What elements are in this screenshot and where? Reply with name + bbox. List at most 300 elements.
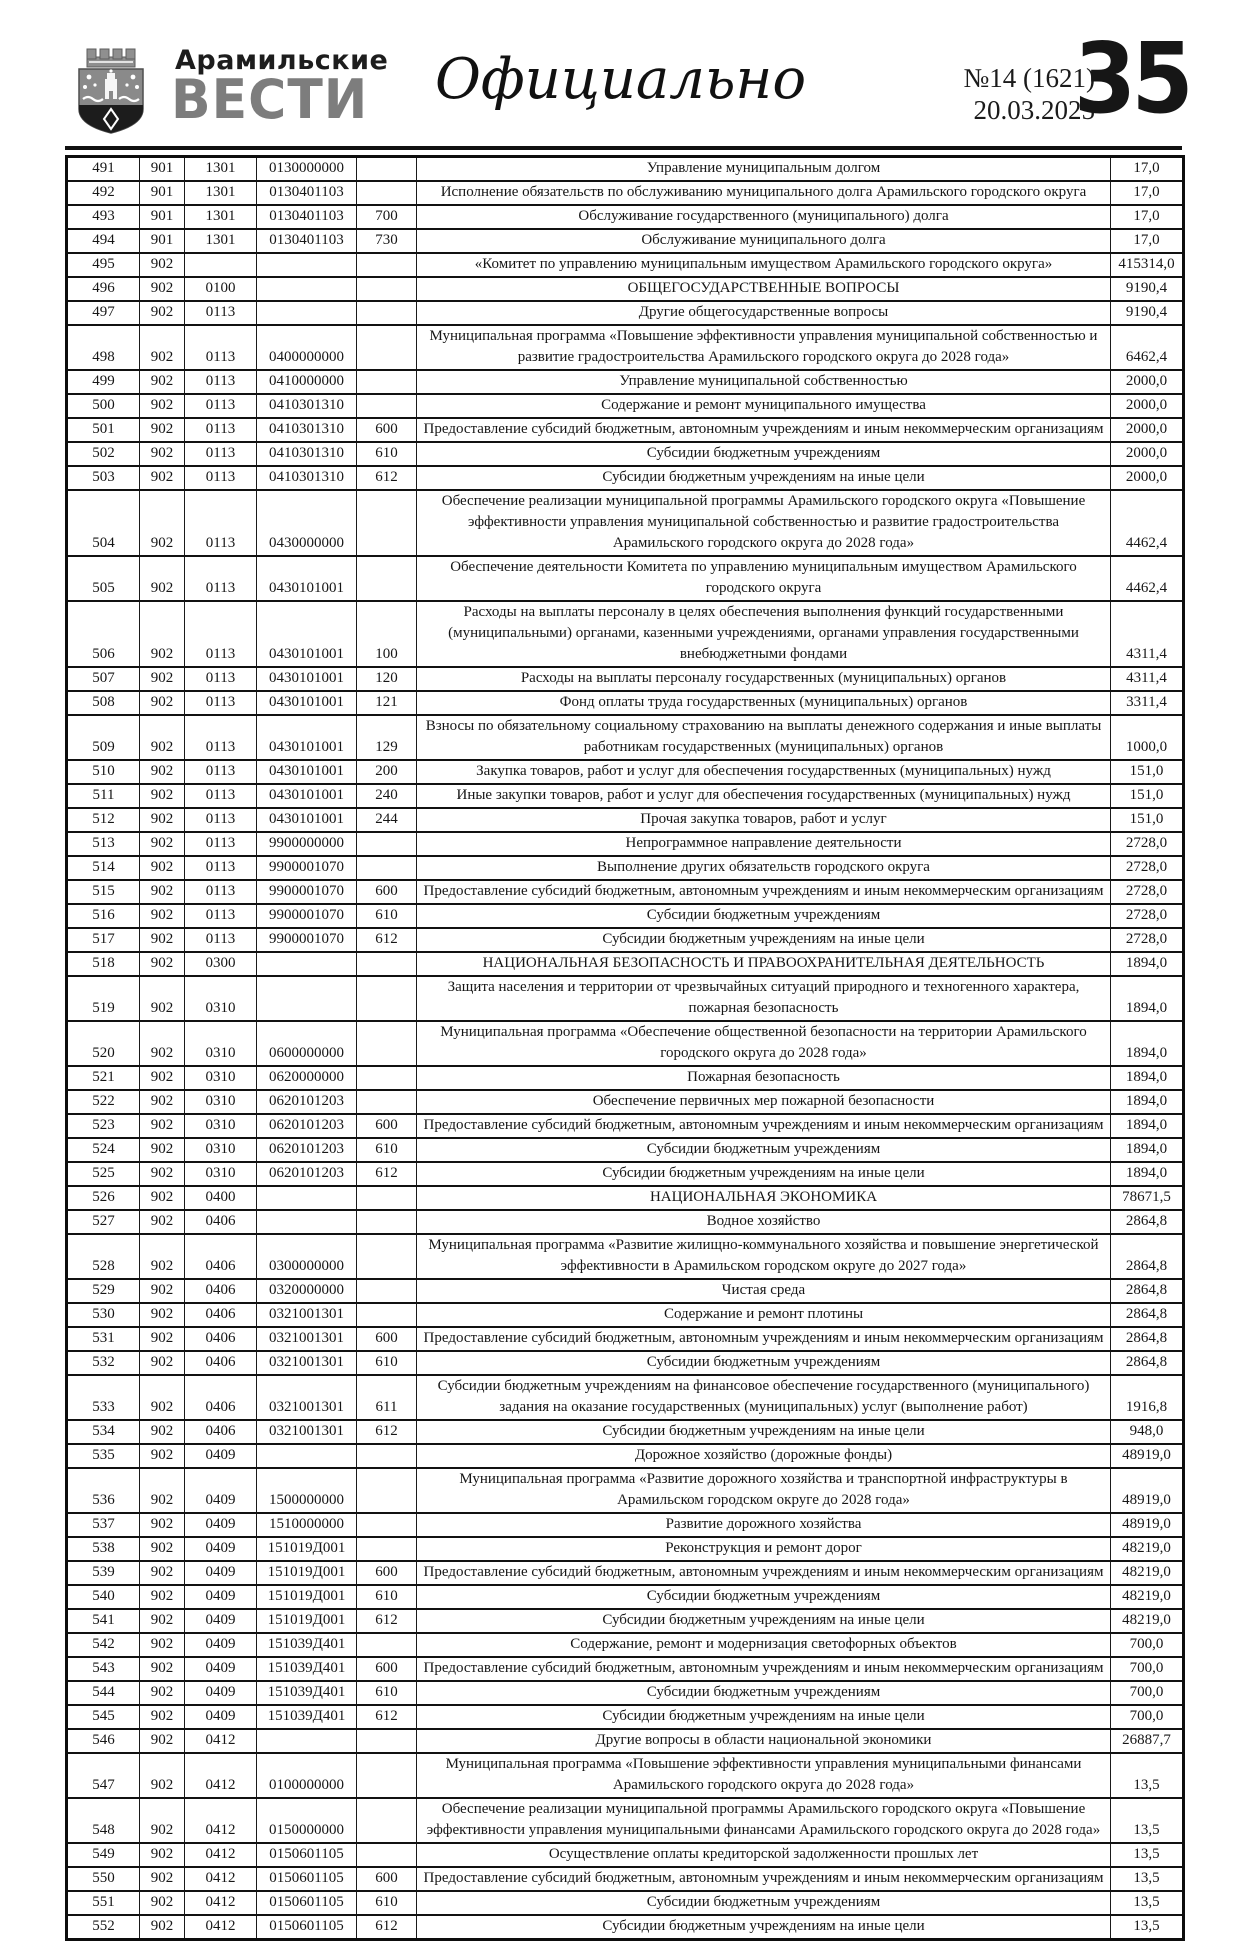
- table-row: [67, 832, 1184, 856]
- table-row: [67, 181, 1184, 205]
- expense-name-cell: Защита населения и территории от чрезвычайных ситуаций природного и техногенного характера, пожарная безопасность: [417, 976, 1111, 1021]
- grbs-code-cell: 902: [140, 952, 185, 976]
- table-row: [67, 1867, 1184, 1891]
- table-row: [67, 784, 1184, 808]
- grbs-code-cell: 902: [140, 760, 185, 784]
- grbs-code-cell: 902: [140, 904, 185, 928]
- table-row: [67, 1468, 1184, 1513]
- target-article-cell: 0430101001: [257, 691, 357, 715]
- expense-name-cell: Субсидии бюджетным учреждениям: [417, 442, 1111, 466]
- amount-cell: 17,0: [1111, 157, 1184, 182]
- amount-cell: 2728,0: [1111, 856, 1184, 880]
- row-number-cell: 529: [67, 1279, 140, 1303]
- target-article-cell: 0430101001: [257, 667, 357, 691]
- section-code-cell: 0310: [185, 1162, 257, 1186]
- amount-cell: 48919,0: [1111, 1513, 1184, 1537]
- grbs-code-cell: 901: [140, 205, 185, 229]
- expense-type-cell: 610: [357, 1138, 417, 1162]
- amount-cell: 2864,8: [1111, 1351, 1184, 1375]
- row-number-cell: 508: [67, 691, 140, 715]
- expense-type-cell: [357, 181, 417, 205]
- expense-type-cell: 244: [357, 808, 417, 832]
- row-number-cell: 550: [67, 1867, 140, 1891]
- target-article-cell: [257, 301, 357, 325]
- row-number-cell: 549: [67, 1843, 140, 1867]
- header-divider: [65, 146, 1182, 150]
- expense-type-cell: 129: [357, 715, 417, 760]
- amount-cell: 2728,0: [1111, 928, 1184, 952]
- table-row: [67, 229, 1184, 253]
- expense-name-cell: Содержание, ремонт и модернизация светофорных объектов: [417, 1633, 1111, 1657]
- amount-cell: 2728,0: [1111, 904, 1184, 928]
- amount-cell: 700,0: [1111, 1633, 1184, 1657]
- amount-cell: 2000,0: [1111, 418, 1184, 442]
- target-article-cell: 9900001070: [257, 880, 357, 904]
- row-number-cell: 512: [67, 808, 140, 832]
- table-row: [67, 1633, 1184, 1657]
- grbs-code-cell: 901: [140, 229, 185, 253]
- expense-name-cell: Содержание и ремонт плотины: [417, 1303, 1111, 1327]
- expense-type-cell: [357, 1090, 417, 1114]
- section-code-cell: 0409: [185, 1468, 257, 1513]
- table-row: [67, 1303, 1184, 1327]
- row-number-cell: 547: [67, 1753, 140, 1798]
- section-code-cell: 0412: [185, 1798, 257, 1843]
- row-number-cell: 551: [67, 1891, 140, 1915]
- expense-name-cell: Закупка товаров, работ и услуг для обеспечения государственных (муниципальных) нужд: [417, 760, 1111, 784]
- amount-cell: 1894,0: [1111, 1162, 1184, 1186]
- expense-name-cell: Развитие дорожного хозяйства: [417, 1513, 1111, 1537]
- amount-cell: 13,5: [1111, 1915, 1184, 1940]
- grbs-code-cell: 902: [140, 1561, 185, 1585]
- expense-name-cell: Предоставление субсидий бюджетным, автономным учреждениям и иным некоммерческим организациям: [417, 418, 1111, 442]
- grbs-code-cell: 902: [140, 1066, 185, 1090]
- expense-type-cell: [357, 1537, 417, 1561]
- row-number-cell: 500: [67, 394, 140, 418]
- target-article-cell: 0620000000: [257, 1066, 357, 1090]
- amount-cell: 13,5: [1111, 1753, 1184, 1798]
- expense-type-cell: 612: [357, 1162, 417, 1186]
- section-code-cell: 0310: [185, 1066, 257, 1090]
- expense-type-cell: [357, 394, 417, 418]
- target-article-cell: 0430101001: [257, 784, 357, 808]
- expense-type-cell: 612: [357, 1420, 417, 1444]
- section-code-cell: 0406: [185, 1210, 257, 1234]
- expense-type-cell: [357, 976, 417, 1021]
- target-article-cell: 151039Д401: [257, 1681, 357, 1705]
- amount-cell: 13,5: [1111, 1843, 1184, 1867]
- target-article-cell: 0320000000: [257, 1279, 357, 1303]
- table-row: [67, 556, 1184, 601]
- section-code-cell: 0113: [185, 325, 257, 370]
- target-article-cell: 0130000000: [257, 157, 357, 182]
- row-number-cell: 541: [67, 1609, 140, 1633]
- amount-cell: 1894,0: [1111, 1066, 1184, 1090]
- amount-cell: 48919,0: [1111, 1468, 1184, 1513]
- expense-name-cell: Содержание и ремонт муниципального имущества: [417, 394, 1111, 418]
- section-code-cell: 0412: [185, 1915, 257, 1940]
- target-article-cell: 0620101203: [257, 1138, 357, 1162]
- amount-cell: 2728,0: [1111, 832, 1184, 856]
- expense-type-cell: [357, 1210, 417, 1234]
- expense-type-cell: 610: [357, 1585, 417, 1609]
- target-article-cell: 0430101001: [257, 556, 357, 601]
- table-row: [67, 928, 1184, 952]
- row-number-cell: 496: [67, 277, 140, 301]
- row-number-cell: 503: [67, 466, 140, 490]
- section-code-cell: 0406: [185, 1303, 257, 1327]
- row-number-cell: 539: [67, 1561, 140, 1585]
- target-article-cell: 0321001301: [257, 1351, 357, 1375]
- expense-type-cell: 120: [357, 667, 417, 691]
- grbs-code-cell: 902: [140, 1351, 185, 1375]
- row-number-cell: 507: [67, 667, 140, 691]
- section-code-cell: 0300: [185, 952, 257, 976]
- amount-cell: 1894,0: [1111, 952, 1184, 976]
- expense-name-cell: Предоставление субсидий бюджетным, автономным учреждениям и иным некоммерческим организациям: [417, 880, 1111, 904]
- target-article-cell: 0150601105: [257, 1867, 357, 1891]
- table-row: [67, 394, 1184, 418]
- page-number: 35: [1074, 22, 1189, 135]
- expense-name-cell: Субсидии бюджетным учреждениям на финансовое обеспечение государственного (муниципального) задания на оказание государственных (муниципальных) услуг (выполнение работ): [417, 1375, 1111, 1420]
- section-code-cell: 0310: [185, 1114, 257, 1138]
- table-row: [67, 1585, 1184, 1609]
- expense-name-cell: Субсидии бюджетным учреждениям на иные цели: [417, 1705, 1111, 1729]
- target-article-cell: 151019Д001: [257, 1561, 357, 1585]
- section-code-cell: 0310: [185, 1021, 257, 1066]
- table-row: [67, 1162, 1184, 1186]
- grbs-code-cell: 902: [140, 1867, 185, 1891]
- table-row: [67, 760, 1184, 784]
- expense-name-cell: Водное хозяйство: [417, 1210, 1111, 1234]
- expense-name-cell: Фонд оплаты труда государственных (муниципальных) органов: [417, 691, 1111, 715]
- table-row: [67, 1138, 1184, 1162]
- expense-name-cell: Чистая среда: [417, 1279, 1111, 1303]
- expense-name-cell: Предоставление субсидий бюджетным, автономным учреждениям и иным некоммерческим организациям: [417, 1114, 1111, 1138]
- row-number-cell: 524: [67, 1138, 140, 1162]
- expense-type-cell: 610: [357, 904, 417, 928]
- grbs-code-cell: 902: [140, 418, 185, 442]
- expense-name-cell: Осуществление оплаты кредиторской задолженности прошлых лет: [417, 1843, 1111, 1867]
- target-article-cell: 0321001301: [257, 1327, 357, 1351]
- expense-name-cell: Предоставление субсидий бюджетным, автономным учреждениям и иным некоммерческим организациям: [417, 1561, 1111, 1585]
- expense-name-cell: Реконструкция и ремонт дорог: [417, 1537, 1111, 1561]
- expense-type-cell: 600: [357, 1561, 417, 1585]
- section-code-cell: 0400: [185, 1186, 257, 1210]
- expense-name-cell: Иные закупки товаров, работ и услуг для обеспечения государственных (муниципальных) нужд: [417, 784, 1111, 808]
- amount-cell: 4462,4: [1111, 490, 1184, 556]
- expense-type-cell: 600: [357, 418, 417, 442]
- expense-type-cell: 610: [357, 1681, 417, 1705]
- row-number-cell: 531: [67, 1327, 140, 1351]
- target-article-cell: 0150601105: [257, 1843, 357, 1867]
- section-code-cell: 0412: [185, 1867, 257, 1891]
- amount-cell: 1916,8: [1111, 1375, 1184, 1420]
- expense-name-cell: Выполнение других обязательств городского округа: [417, 856, 1111, 880]
- table-row: [67, 205, 1184, 229]
- target-article-cell: [257, 1186, 357, 1210]
- amount-cell: 17,0: [1111, 229, 1184, 253]
- table-row: [67, 370, 1184, 394]
- expense-name-cell: ОБЩЕГОСУДАРСТВЕННЫЕ ВОПРОСЫ: [417, 277, 1111, 301]
- expense-name-cell: Исполнение обязательств по обслуживанию муниципального долга Арамильского городского округа: [417, 181, 1111, 205]
- target-article-cell: 1510000000: [257, 1513, 357, 1537]
- section-code-cell: 0409: [185, 1513, 257, 1537]
- grbs-code-cell: 902: [140, 442, 185, 466]
- table-row: [67, 715, 1184, 760]
- amount-cell: 48219,0: [1111, 1537, 1184, 1561]
- section-code-cell: 0310: [185, 976, 257, 1021]
- grbs-code-cell: 902: [140, 1585, 185, 1609]
- expense-name-cell: Предоставление субсидий бюджетным, автономным учреждениям и иным некоммерческим организациям: [417, 1327, 1111, 1351]
- row-number-cell: 494: [67, 229, 140, 253]
- amount-cell: 2000,0: [1111, 370, 1184, 394]
- section-code-cell: [185, 253, 257, 277]
- row-number-cell: 544: [67, 1681, 140, 1705]
- table-row: [67, 952, 1184, 976]
- target-article-cell: 0130401103: [257, 229, 357, 253]
- budget-table-body: [67, 157, 1184, 1940]
- section-code-cell: 0412: [185, 1891, 257, 1915]
- expense-type-cell: 612: [357, 1609, 417, 1633]
- expense-type-cell: 730: [357, 229, 417, 253]
- expense-name-cell: Обслуживание муниципального долга: [417, 229, 1111, 253]
- table-row: [67, 253, 1184, 277]
- amount-cell: 4462,4: [1111, 556, 1184, 601]
- section-code-cell: 0113: [185, 466, 257, 490]
- row-number-cell: 528: [67, 1234, 140, 1279]
- table-row: [67, 301, 1184, 325]
- expense-name-cell: Муниципальная программа «Повышение эффективности управления муниципальными финансами Арамильского городского округа до 2028 года»: [417, 1753, 1111, 1798]
- grbs-code-cell: 901: [140, 181, 185, 205]
- expense-type-cell: 600: [357, 1114, 417, 1138]
- target-article-cell: 0150601105: [257, 1915, 357, 1940]
- target-article-cell: [257, 253, 357, 277]
- table-row: [67, 418, 1184, 442]
- row-number-cell: 532: [67, 1351, 140, 1375]
- expense-type-cell: [357, 325, 417, 370]
- section-code-cell: 0409: [185, 1609, 257, 1633]
- expense-type-cell: 611: [357, 1375, 417, 1420]
- row-number-cell: 526: [67, 1186, 140, 1210]
- amount-cell: 2728,0: [1111, 880, 1184, 904]
- table-row: [67, 1537, 1184, 1561]
- row-number-cell: 516: [67, 904, 140, 928]
- target-article-cell: [257, 277, 357, 301]
- target-article-cell: 0321001301: [257, 1375, 357, 1420]
- row-number-cell: 519: [67, 976, 140, 1021]
- row-number-cell: 535: [67, 1444, 140, 1468]
- expense-name-cell: Обеспечение реализации муниципальной программы Арамильского городского округа «Повышение эффективности управления муниципальной собственностью и развитие градостроительства Арамильского городского округа до 2028 года»: [417, 490, 1111, 556]
- grbs-code-cell: 902: [140, 976, 185, 1021]
- row-number-cell: 523: [67, 1114, 140, 1138]
- table-row: [67, 667, 1184, 691]
- section-code-cell: 0412: [185, 1729, 257, 1753]
- section-code-cell: 0409: [185, 1705, 257, 1729]
- amount-cell: 1000,0: [1111, 715, 1184, 760]
- target-article-cell: 9900001070: [257, 928, 357, 952]
- section-code-cell: 0409: [185, 1657, 257, 1681]
- amount-cell: 13,5: [1111, 1798, 1184, 1843]
- table-row: [67, 1327, 1184, 1351]
- expense-name-cell: НАЦИОНАЛЬНАЯ ЭКОНОМИКА: [417, 1186, 1111, 1210]
- grbs-code-cell: 902: [140, 1021, 185, 1066]
- amount-cell: 3311,4: [1111, 691, 1184, 715]
- expense-name-cell: Субсидии бюджетным учреждениям на иные цели: [417, 1420, 1111, 1444]
- target-article-cell: 0130401103: [257, 205, 357, 229]
- amount-cell: 1894,0: [1111, 976, 1184, 1021]
- section-title: Официально: [434, 47, 807, 112]
- expense-type-cell: [357, 1729, 417, 1753]
- table-row: [67, 904, 1184, 928]
- amount-cell: 1894,0: [1111, 1090, 1184, 1114]
- row-number-cell: 530: [67, 1303, 140, 1327]
- grbs-code-cell: 902: [140, 1138, 185, 1162]
- section-code-cell: 0310: [185, 1138, 257, 1162]
- section-code-cell: 0113: [185, 691, 257, 715]
- section-code-cell: 0310: [185, 1090, 257, 1114]
- grbs-code-cell: 902: [140, 1753, 185, 1798]
- target-article-cell: [257, 1729, 357, 1753]
- row-number-cell: 518: [67, 952, 140, 976]
- grbs-code-cell: 902: [140, 1891, 185, 1915]
- amount-cell: 1894,0: [1111, 1114, 1184, 1138]
- target-article-cell: 0321001301: [257, 1303, 357, 1327]
- expense-type-cell: 700: [357, 205, 417, 229]
- target-article-cell: 151019Д001: [257, 1537, 357, 1561]
- expense-name-cell: Непрограммное направление деятельности: [417, 832, 1111, 856]
- expense-name-cell: Расходы на выплаты персоналу в целях обеспечения выполнения функций государственными (муниципальными) органами, казенными учреждениями, органами управления государственными внебюджетными фондами: [417, 601, 1111, 667]
- table-row: [67, 691, 1184, 715]
- expense-type-cell: 612: [357, 928, 417, 952]
- grbs-code-cell: 902: [140, 1444, 185, 1468]
- table-row: [67, 808, 1184, 832]
- section-code-cell: 1301: [185, 205, 257, 229]
- expense-type-cell: 610: [357, 1891, 417, 1915]
- row-number-cell: 538: [67, 1537, 140, 1561]
- expense-type-cell: [357, 856, 417, 880]
- amount-cell: 700,0: [1111, 1705, 1184, 1729]
- section-code-cell: 0113: [185, 667, 257, 691]
- grbs-code-cell: 902: [140, 715, 185, 760]
- section-code-cell: 0113: [185, 880, 257, 904]
- expense-name-cell: Субсидии бюджетным учреждениям: [417, 1585, 1111, 1609]
- target-article-cell: 0430101001: [257, 601, 357, 667]
- grbs-code-cell: 902: [140, 1186, 185, 1210]
- expense-type-cell: [357, 277, 417, 301]
- expense-type-cell: 121: [357, 691, 417, 715]
- table-row: [67, 1753, 1184, 1798]
- row-number-cell: 548: [67, 1798, 140, 1843]
- section-code-cell: 0113: [185, 442, 257, 466]
- table-row: [67, 1351, 1184, 1375]
- expense-type-cell: [357, 1021, 417, 1066]
- table-row: [67, 1729, 1184, 1753]
- section-code-cell: 0113: [185, 301, 257, 325]
- amount-cell: 2864,8: [1111, 1210, 1184, 1234]
- amount-cell: 17,0: [1111, 181, 1184, 205]
- expense-type-cell: 100: [357, 601, 417, 667]
- grbs-code-cell: 902: [140, 1681, 185, 1705]
- amount-cell: 1894,0: [1111, 1021, 1184, 1066]
- expense-name-cell: «Комитет по управлению муниципальным имуществом Арамильского городского округа»: [417, 253, 1111, 277]
- expense-name-cell: Субсидии бюджетным учреждениям на иные цели: [417, 1162, 1111, 1186]
- row-number-cell: 533: [67, 1375, 140, 1420]
- amount-cell: 13,5: [1111, 1891, 1184, 1915]
- expense-type-cell: [357, 1468, 417, 1513]
- grbs-code-cell: 902: [140, 301, 185, 325]
- target-article-cell: [257, 976, 357, 1021]
- grbs-code-cell: 902: [140, 1729, 185, 1753]
- grbs-code-cell: 902: [140, 466, 185, 490]
- table-row: [67, 1681, 1184, 1705]
- amount-cell: 151,0: [1111, 808, 1184, 832]
- target-article-cell: 0100000000: [257, 1753, 357, 1798]
- table-row: [67, 1375, 1184, 1420]
- table-row: [67, 880, 1184, 904]
- section-code-cell: 0409: [185, 1561, 257, 1585]
- grbs-code-cell: 902: [140, 856, 185, 880]
- expense-name-cell: Обеспечение деятельности Комитета по управлению муниципальным имуществом Арамильского городского округа: [417, 556, 1111, 601]
- table-row: [67, 1657, 1184, 1681]
- row-number-cell: 543: [67, 1657, 140, 1681]
- expense-name-cell: Муниципальная программа «Обеспечение общественной безопасности на территории Арамильского городского округа до 2028 года»: [417, 1021, 1111, 1066]
- target-article-cell: 151019Д001: [257, 1609, 357, 1633]
- amount-cell: 2000,0: [1111, 394, 1184, 418]
- grbs-code-cell: 902: [140, 556, 185, 601]
- target-article-cell: 0600000000: [257, 1021, 357, 1066]
- target-article-cell: 0620101203: [257, 1090, 357, 1114]
- amount-cell: 9190,4: [1111, 277, 1184, 301]
- target-article-cell: 0410000000: [257, 370, 357, 394]
- grbs-code-cell: 902: [140, 1657, 185, 1681]
- row-number-cell: 511: [67, 784, 140, 808]
- expense-name-cell: Субсидии бюджетным учреждениям: [417, 1351, 1111, 1375]
- expense-type-cell: [357, 157, 417, 182]
- row-number-cell: 536: [67, 1468, 140, 1513]
- amount-cell: 4311,4: [1111, 667, 1184, 691]
- target-article-cell: 9900001070: [257, 904, 357, 928]
- table-row: [67, 1186, 1184, 1210]
- target-article-cell: 0150000000: [257, 1798, 357, 1843]
- expense-type-cell: 610: [357, 442, 417, 466]
- row-number-cell: 525: [67, 1162, 140, 1186]
- grbs-code-cell: 902: [140, 1234, 185, 1279]
- table-row: [67, 1609, 1184, 1633]
- grbs-code-cell: 902: [140, 253, 185, 277]
- amount-cell: 48919,0: [1111, 1444, 1184, 1468]
- grbs-code-cell: 901: [140, 157, 185, 182]
- target-article-cell: [257, 952, 357, 976]
- expense-name-cell: Управление муниципальным долгом: [417, 157, 1111, 182]
- expense-type-cell: 600: [357, 1327, 417, 1351]
- table-row: [67, 856, 1184, 880]
- expense-name-cell: Другие вопросы в области национальной экономики: [417, 1729, 1111, 1753]
- row-number-cell: 492: [67, 181, 140, 205]
- expense-name-cell: Предоставление субсидий бюджетным, автономным учреждениям и иным некоммерческим организациям: [417, 1657, 1111, 1681]
- table-row: [67, 1021, 1184, 1066]
- section-code-cell: 1301: [185, 181, 257, 205]
- expense-name-cell: Субсидии бюджетным учреждениям: [417, 904, 1111, 928]
- expense-type-cell: [357, 832, 417, 856]
- target-article-cell: 0410301310: [257, 418, 357, 442]
- expense-name-cell: Расходы на выплаты персоналу государственных (муниципальных) органов: [417, 667, 1111, 691]
- amount-cell: 700,0: [1111, 1681, 1184, 1705]
- grbs-code-cell: 902: [140, 394, 185, 418]
- section-code-cell: 0113: [185, 556, 257, 601]
- expense-name-cell: Муниципальная программа «Развитие жилищно-коммунального хозяйства и повышение энергетической эффективности в Арамильском городском округе до 2027 года»: [417, 1234, 1111, 1279]
- expense-name-cell: Субсидии бюджетным учреждениям: [417, 1138, 1111, 1162]
